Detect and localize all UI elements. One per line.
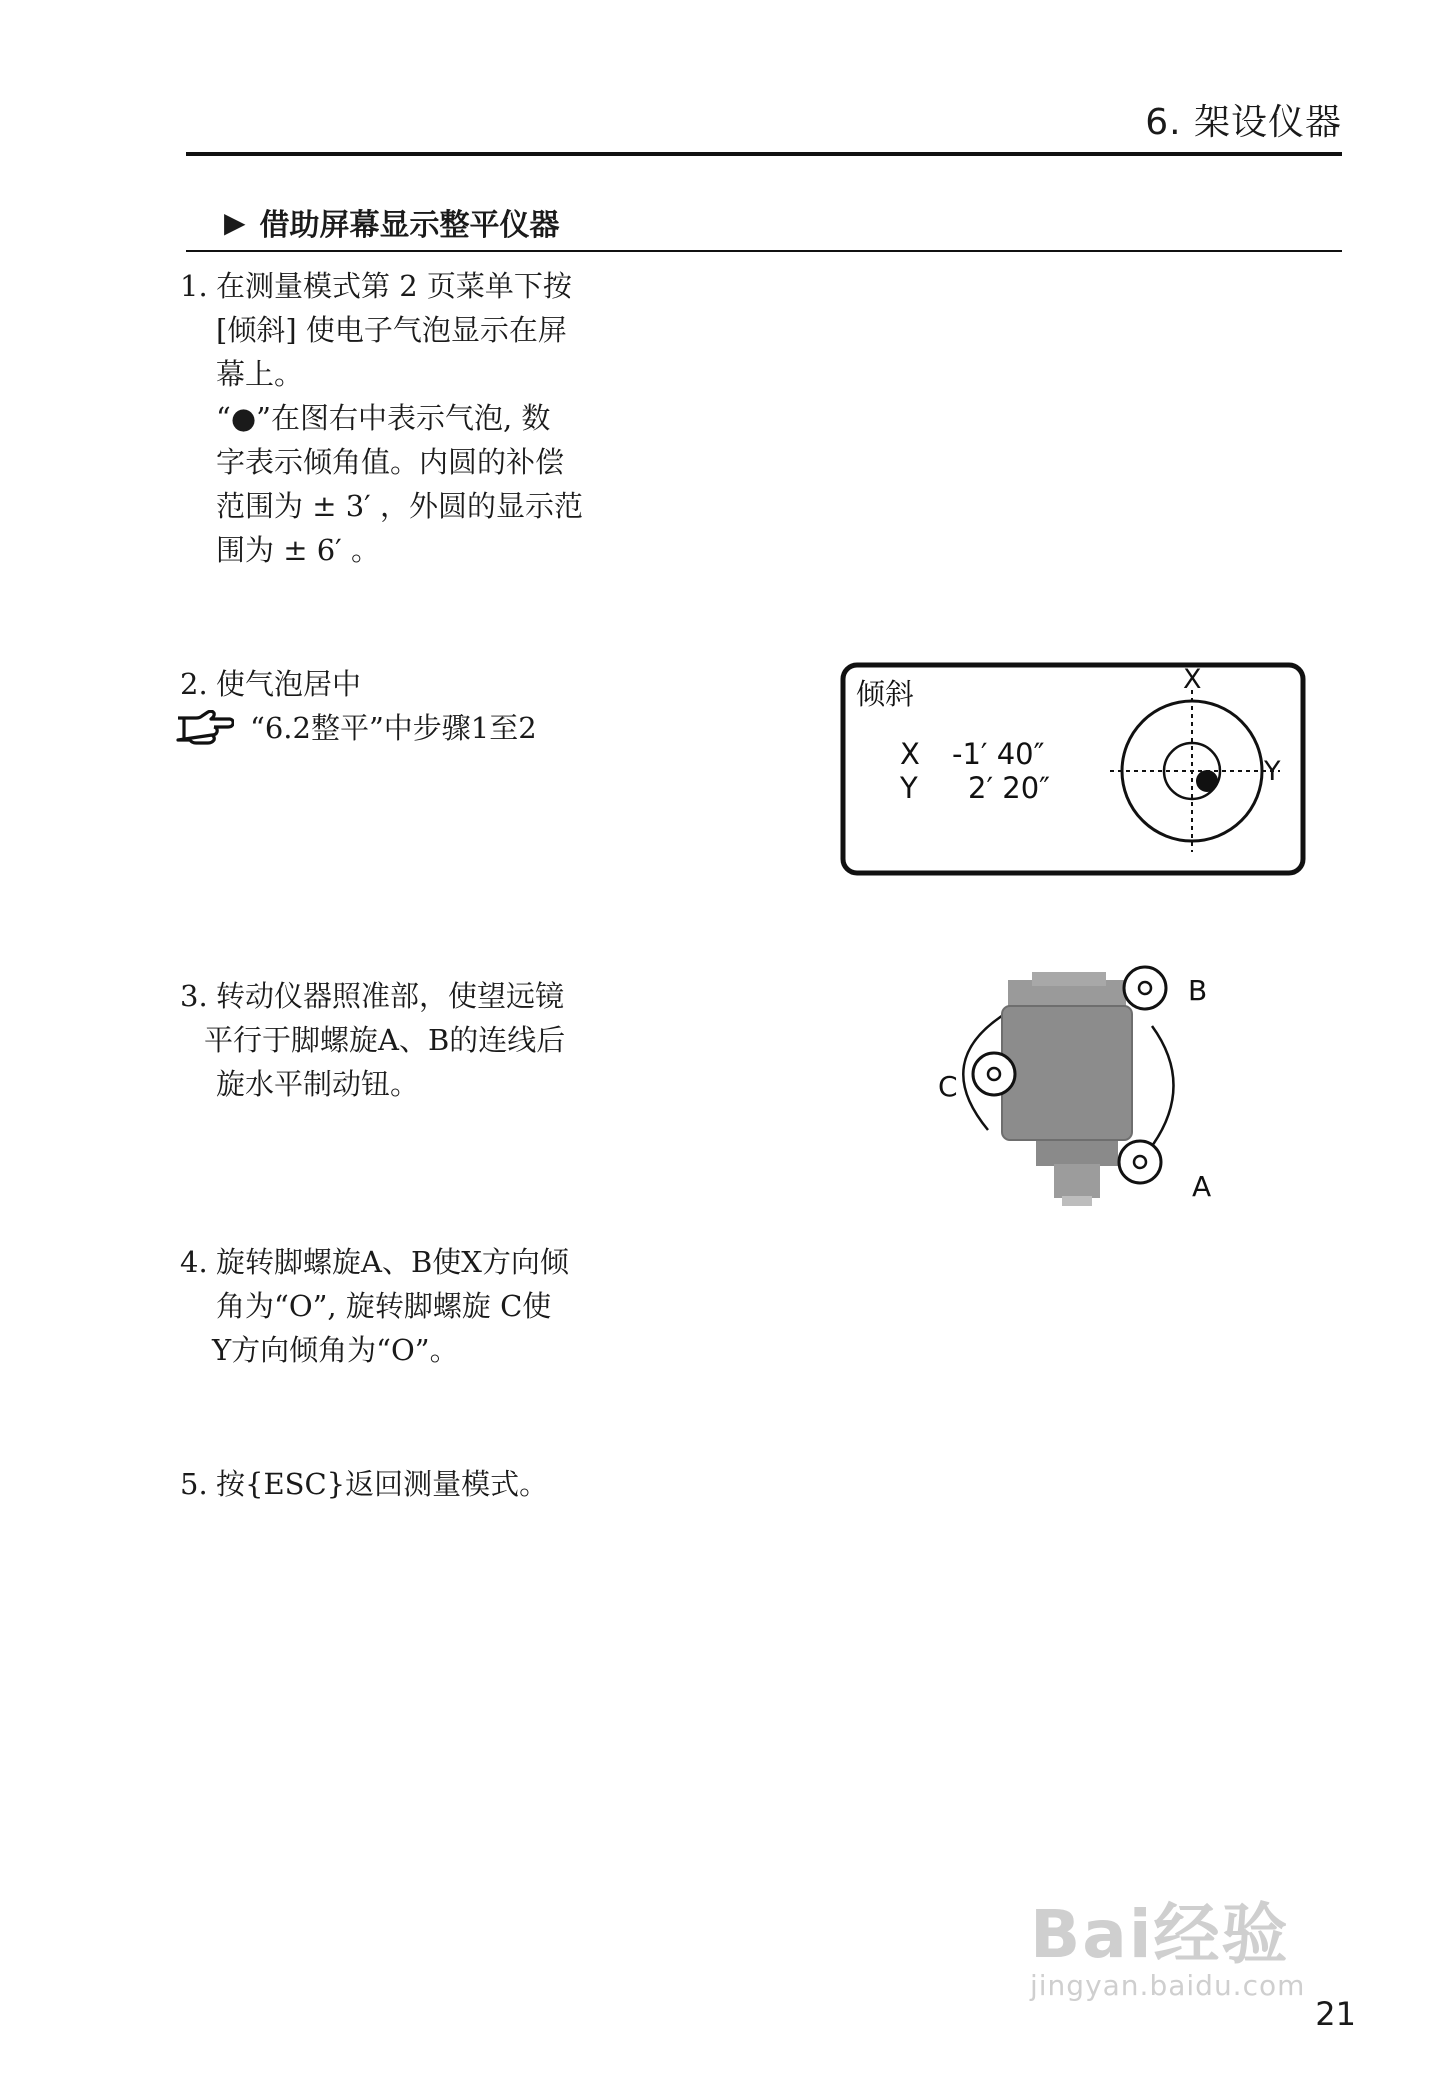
header-rule: [186, 152, 1342, 156]
tilt-display-figure: [840, 662, 1306, 876]
step-number: 2.: [180, 667, 208, 701]
step-text-line: 平行于脚螺旋A、B的连线后: [204, 1023, 566, 1057]
tilt-y-label: Y: [900, 771, 918, 805]
screw-a-label: A: [1192, 1170, 1212, 1203]
step-note-line: 字表示倾角值。内圆的补偿: [216, 445, 565, 479]
pointing-hand-icon: [174, 710, 234, 746]
display-title: 倾斜: [856, 677, 915, 711]
instrument-stem: [1054, 1164, 1100, 1198]
screw-c: [973, 1053, 1015, 1095]
step-3: [180, 974, 620, 1106]
instrument-cap: [1032, 972, 1106, 986]
arc-right: [1152, 1026, 1174, 1146]
baidu-jingyan-watermark: [1030, 1896, 1306, 2002]
step-note-line: “●”在图右中表示气泡, 数: [216, 401, 551, 435]
step-text-line: 转动仪器照准部，使望远镜: [216, 979, 565, 1013]
bubble-dot: [1196, 770, 1218, 792]
screw-b: [1124, 967, 1166, 1009]
step-text-line: Y方向倾角为“O”。: [212, 1333, 459, 1367]
section-heading: [224, 200, 560, 244]
step-note-line: 围为 ± 6′ 。: [216, 533, 380, 567]
cross-reference: [180, 706, 620, 750]
step-text-line: [倾斜] 使电子气泡显示在屏: [216, 313, 567, 347]
step-number: 5.: [180, 1467, 208, 1501]
leveling-screws-figure: [920, 960, 1240, 1220]
step-4: [180, 1240, 620, 1372]
step-text-line: 旋水平制动钮。: [216, 1067, 420, 1101]
step-text-line: 角为“O”, 旋转脚螺旋 C使: [216, 1289, 552, 1323]
instrument-base: [1036, 1138, 1118, 1166]
instrument-body: [1002, 1006, 1132, 1140]
section-rule: [186, 250, 1342, 252]
screw-c-label: C: [938, 1070, 958, 1103]
cross-reference-text: “6.2整平”中步骤1至2: [250, 711, 537, 745]
step-text-line: 在测量模式第 2 页菜单下按: [216, 269, 572, 303]
step-text-line: 使气泡居中: [216, 667, 362, 701]
tilt-x-value: -1′ 40″: [952, 737, 1045, 771]
chapter-title: 6. 架设仪器: [1145, 102, 1342, 143]
screw-b-label: B: [1188, 974, 1208, 1007]
step-1: [180, 264, 620, 572]
tilt-x-label: X: [900, 737, 920, 771]
step-2: [180, 662, 620, 750]
step-5: [180, 1462, 620, 1506]
instrument-foot: [1062, 1196, 1092, 1206]
step-number: 4.: [180, 1245, 208, 1279]
step-note-line: 范围为 ± 3′ ，外圆的显示范: [216, 489, 583, 523]
screw-a: [1119, 1141, 1161, 1183]
step-text-line: 旋转脚螺旋A、B使X方向倾: [216, 1245, 569, 1279]
watermark-url: jingyan.baidu.com: [1030, 1969, 1306, 2002]
axis-x-label: X: [1183, 664, 1202, 695]
step-text-line: 按{ESC}返回测量模式。: [216, 1467, 549, 1501]
watermark-brand: Bai经验: [1030, 1896, 1290, 1973]
step-number: 3.: [180, 979, 208, 1013]
section-heading-text: 借助屏幕显示整平仪器: [259, 208, 560, 243]
step-number: 1.: [180, 269, 208, 303]
axis-y-label: Y: [1264, 756, 1281, 787]
triangle-bullet-icon: ▶: [224, 205, 246, 239]
step-text-line: 幕上。: [216, 357, 304, 391]
tilt-y-value: 2′ 20″: [968, 771, 1050, 805]
page-number: 21: [1315, 1995, 1356, 2033]
